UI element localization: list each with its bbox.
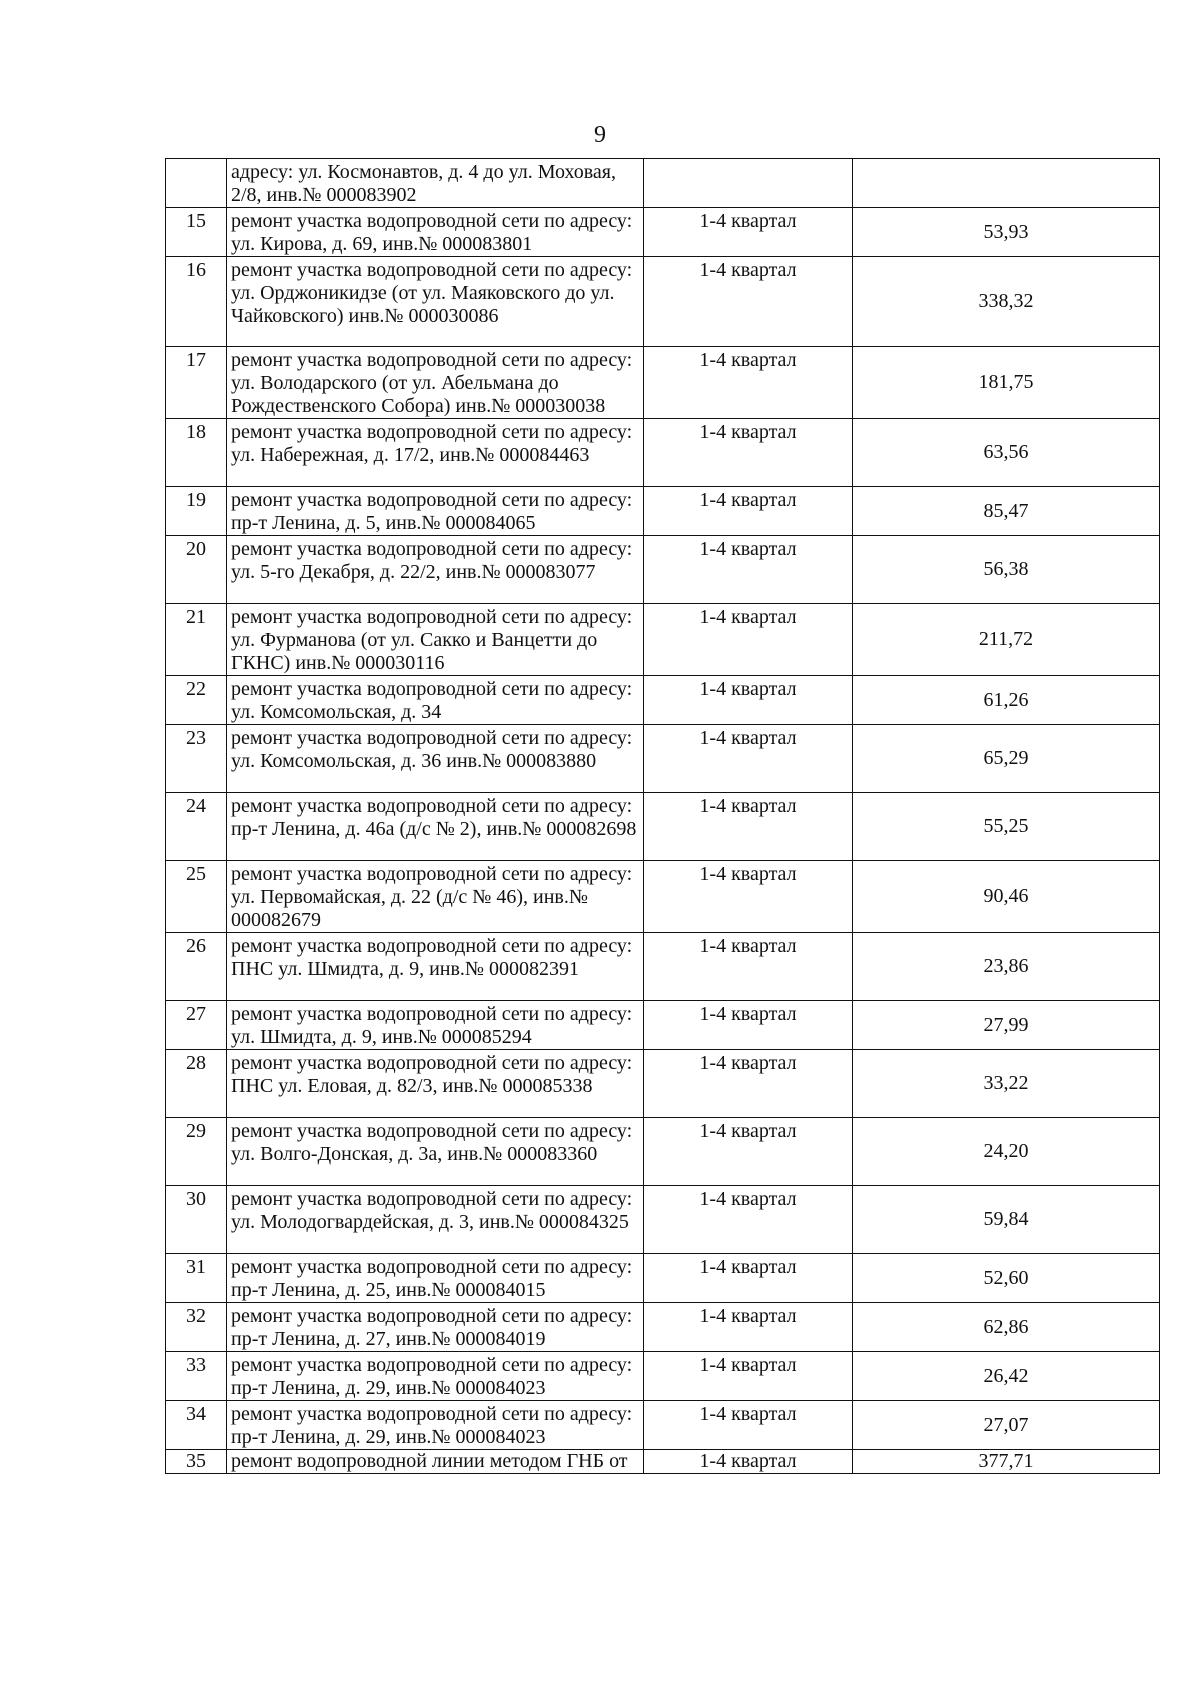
work-description-cell: ремонт участка водопроводной сети по адресу: пр-т Ленина, д. 27, инв.№ 000084019 <box>227 1303 644 1352</box>
work-description-cell: ремонт участка водопроводной сети по адресу: пр-т Ленина, д. 46а (д/с № 2), инв.№ 000082698 <box>227 793 644 861</box>
period-cell: 1-4 квартал <box>644 725 853 793</box>
page-number: 9 <box>594 122 606 148</box>
amount-cell: 53,93 <box>853 208 1160 257</box>
row-number-cell <box>166 159 227 208</box>
work-description-cell: ремонт участка водопроводной сети по адресу: ул. Комсомольская, д. 34 <box>227 676 644 725</box>
row-number-cell: 18 <box>166 419 227 487</box>
amount-cell: 90,46 <box>853 861 1160 933</box>
period-cell: 1-4 квартал <box>644 676 853 725</box>
row-number-cell: 20 <box>166 536 227 604</box>
work-description-cell: ремонт участка водопроводной сети по адресу: ул. Комсомольская, д. 36 инв.№ 000083880 <box>227 725 644 793</box>
row-number-cell: 33 <box>166 1352 227 1401</box>
amount-cell: 377,71 <box>853 1450 1160 1474</box>
work-description-cell: ремонт участка водопроводной сети по адресу: ул. Набережная, д. 17/2, инв.№ 000084463 <box>227 419 644 487</box>
row-number-cell: 34 <box>166 1401 227 1450</box>
period-cell: 1-4 квартал <box>644 1118 853 1186</box>
table-row <box>166 1401 1160 1450</box>
period-cell: 1-4 квартал <box>644 1450 853 1474</box>
period-cell <box>644 159 853 208</box>
period-cell: 1-4 квартал <box>644 419 853 487</box>
row-number-cell: 21 <box>166 604 227 676</box>
table-row <box>166 419 1160 487</box>
period-cell: 1-4 квартал <box>644 1050 853 1118</box>
row-number-cell: 16 <box>166 257 227 347</box>
period-cell: 1-4 квартал <box>644 347 853 419</box>
amount-cell: 27,99 <box>853 1001 1160 1050</box>
amount-cell: 338,32 <box>853 257 1160 347</box>
amount-cell: 52,60 <box>853 1254 1160 1303</box>
work-description-cell: ремонт участка водопроводной сети по адресу: пр-т Ленина, д. 5, инв.№ 000084065 <box>227 487 644 536</box>
table-row <box>166 793 1160 861</box>
work-description-cell: ремонт участка водопроводной сети по адресу: ул. Фурманова (от ул. Сакко и Ванцетти до ГКНС) инв.№ 000030116 <box>227 604 644 676</box>
table-row <box>166 933 1160 1001</box>
period-cell: 1-4 квартал <box>644 1303 853 1352</box>
table-row <box>166 861 1160 933</box>
period-cell: 1-4 квартал <box>644 1352 853 1401</box>
period-cell: 1-4 квартал <box>644 257 853 347</box>
table-row <box>166 1450 1160 1474</box>
period-cell: 1-4 квартал <box>644 536 853 604</box>
table-row <box>166 725 1160 793</box>
amount-cell: 23,86 <box>853 933 1160 1001</box>
row-number-cell: 19 <box>166 487 227 536</box>
table-row <box>166 536 1160 604</box>
period-cell: 1-4 квартал <box>644 487 853 536</box>
work-description-cell: ремонт участка водопроводной сети по адресу: ул. Володарского (от ул. Абельмана до Рождественского Собора) инв.№ 000030038 <box>227 347 644 419</box>
row-number-cell: 31 <box>166 1254 227 1303</box>
amount-cell: 33,22 <box>853 1050 1160 1118</box>
work-description-cell: ремонт участка водопроводной сети по адресу: ПНС ул. Еловая, д. 82/3, инв.№ 000085338 <box>227 1050 644 1118</box>
row-number-cell: 23 <box>166 725 227 793</box>
row-number-cell: 32 <box>166 1303 227 1352</box>
period-cell: 1-4 квартал <box>644 604 853 676</box>
table-row <box>166 604 1160 676</box>
table-row <box>166 1118 1160 1186</box>
amount-cell: 56,38 <box>853 536 1160 604</box>
amount-cell: 27,07 <box>853 1401 1160 1450</box>
amount-cell: 59,84 <box>853 1186 1160 1254</box>
works-table <box>165 158 1160 1474</box>
work-description-cell: адресу: ул. Космонавтов, д. 4 до ул. Моховая, 2/8, инв.№ 000083902 <box>227 159 644 208</box>
period-cell: 1-4 квартал <box>644 1001 853 1050</box>
amount-cell <box>853 159 1160 208</box>
row-number-cell: 28 <box>166 1050 227 1118</box>
table-row <box>166 676 1160 725</box>
works-table-body <box>166 159 1160 1474</box>
work-description-cell: ремонт участка водопроводной сети по адресу: ул. Молодогвардейская, д. 3, инв.№ 000084325 <box>227 1186 644 1254</box>
amount-cell: 61,26 <box>853 676 1160 725</box>
amount-cell: 55,25 <box>853 793 1160 861</box>
amount-cell: 24,20 <box>853 1118 1160 1186</box>
work-description-cell: ремонт водопроводной линии методом ГНБ от <box>227 1450 644 1474</box>
row-number-cell: 25 <box>166 861 227 933</box>
row-number-cell: 22 <box>166 676 227 725</box>
period-cell: 1-4 квартал <box>644 208 853 257</box>
work-description-cell: ремонт участка водопроводной сети по адресу: ул. Шмидта, д. 9, инв.№ 000085294 <box>227 1001 644 1050</box>
row-number-cell: 17 <box>166 347 227 419</box>
period-cell: 1-4 квартал <box>644 793 853 861</box>
amount-cell: 181,75 <box>853 347 1160 419</box>
amount-cell: 65,29 <box>853 725 1160 793</box>
table-row <box>166 1254 1160 1303</box>
table-row <box>166 1186 1160 1254</box>
period-cell: 1-4 квартал <box>644 1186 853 1254</box>
table-row <box>166 1001 1160 1050</box>
table-row <box>166 1303 1160 1352</box>
amount-cell: 211,72 <box>853 604 1160 676</box>
work-description-cell: ремонт участка водопроводной сети по адресу: пр-т Ленина, д. 29, инв.№ 000084023 <box>227 1401 644 1450</box>
table-row <box>166 347 1160 419</box>
work-description-cell: ремонт участка водопроводной сети по адресу: ул. Волго-Донская, д. 3а, инв.№ 000083360 <box>227 1118 644 1186</box>
period-cell: 1-4 квартал <box>644 861 853 933</box>
work-description-cell: ремонт участка водопроводной сети по адресу: ул. 5-го Декабря, д. 22/2, инв.№ 000083077 <box>227 536 644 604</box>
amount-cell: 26,42 <box>853 1352 1160 1401</box>
work-description-cell: ремонт участка водопроводной сети по адресу: ул. Первомайская, д. 22 (д/с № 46), инв.№ 000082679 <box>227 861 644 933</box>
work-description-cell: ремонт участка водопроводной сети по адресу: ул. Кирова, д. 69, инв.№ 000083801 <box>227 208 644 257</box>
work-description-cell: ремонт участка водопроводной сети по адресу: пр-т Ленина, д. 25, инв.№ 000084015 <box>227 1254 644 1303</box>
table-row <box>166 1050 1160 1118</box>
amount-cell: 62,86 <box>853 1303 1160 1352</box>
row-number-cell: 26 <box>166 933 227 1001</box>
period-cell: 1-4 квартал <box>644 1401 853 1450</box>
row-number-cell: 27 <box>166 1001 227 1050</box>
work-description-cell: ремонт участка водопроводной сети по адресу: пр-т Ленина, д. 29, инв.№ 000084023 <box>227 1352 644 1401</box>
row-number-cell: 35 <box>166 1450 227 1474</box>
amount-cell: 85,47 <box>853 487 1160 536</box>
table-row <box>166 487 1160 536</box>
period-cell: 1-4 квартал <box>644 933 853 1001</box>
table-row <box>166 257 1160 347</box>
row-number-cell: 24 <box>166 793 227 861</box>
work-description-cell: ремонт участка водопроводной сети по адресу: ПНС ул. Шмидта, д. 9, инв.№ 000082391 <box>227 933 644 1001</box>
table-row <box>166 159 1160 208</box>
amount-cell: 63,56 <box>853 419 1160 487</box>
work-description-cell: ремонт участка водопроводной сети по адресу: ул. Орджоникидзе (от ул. Маяковского до ул. Чайковского) инв.№ 000030086 <box>227 257 644 347</box>
table-row <box>166 208 1160 257</box>
row-number-cell: 15 <box>166 208 227 257</box>
table-row <box>166 1352 1160 1401</box>
row-number-cell: 29 <box>166 1118 227 1186</box>
row-number-cell: 30 <box>166 1186 227 1254</box>
period-cell: 1-4 квартал <box>644 1254 853 1303</box>
